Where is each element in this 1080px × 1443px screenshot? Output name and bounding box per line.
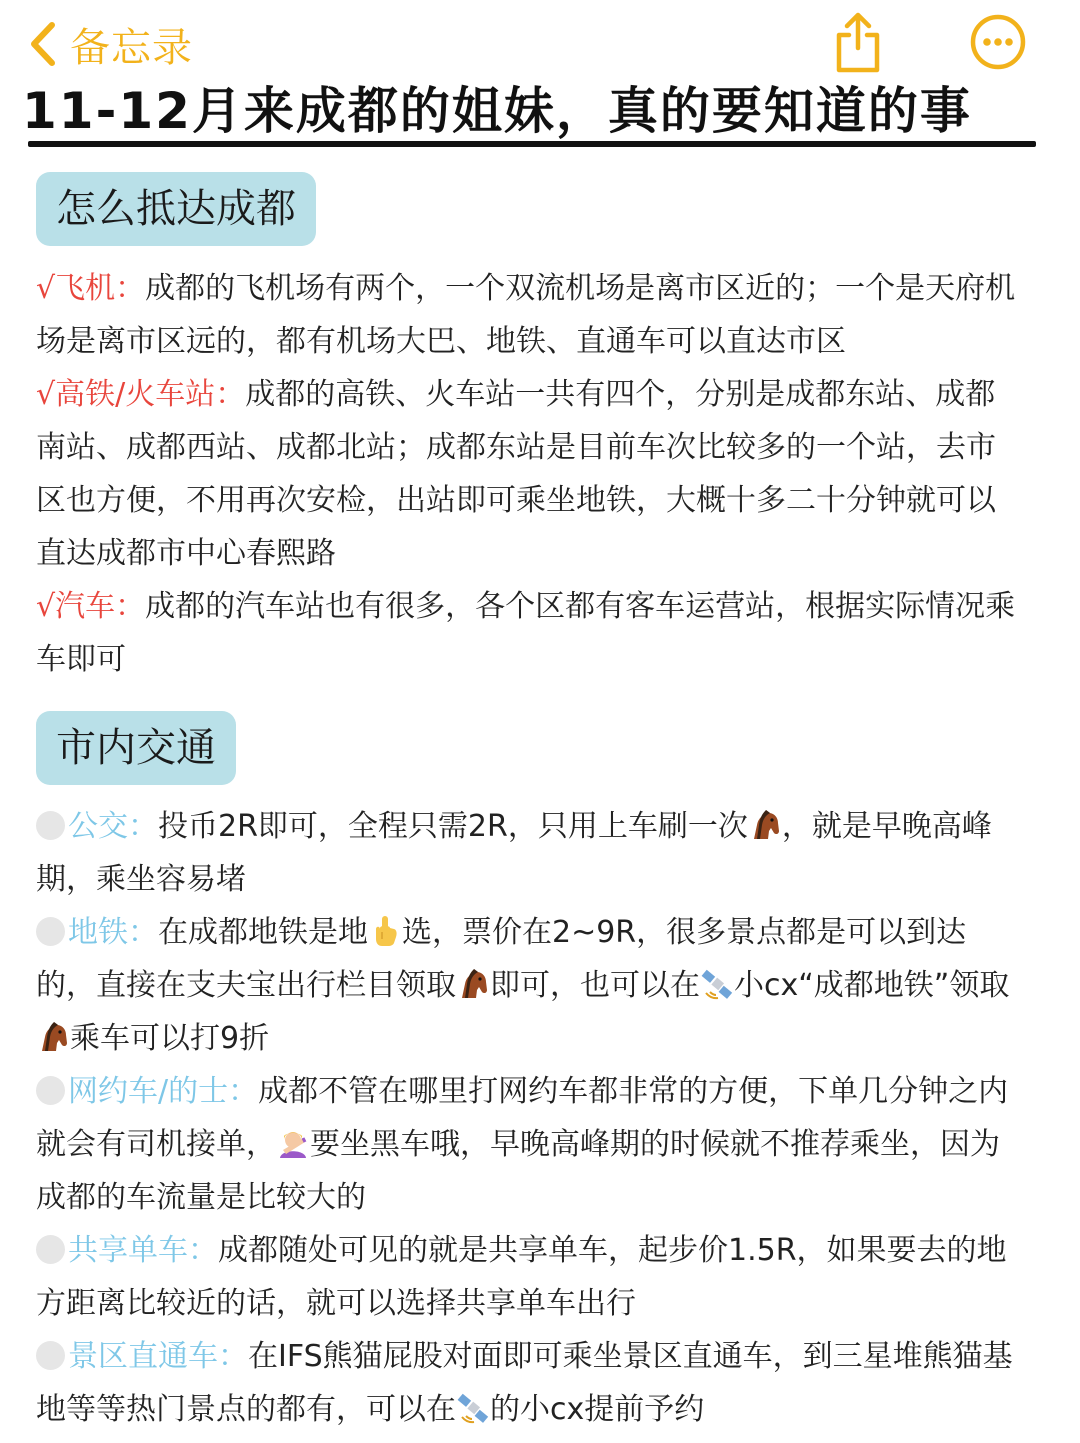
- item-text: ，就是早晚高峰期，乘坐容易堵: [36, 809, 992, 897]
- item-text: 选，票价在2~9R，很多景点都是可以到达的，直接在支夫宝出行栏目领取: [36, 915, 967, 1003]
- share-button[interactable]: [826, 8, 890, 76]
- bullet-dot-icon: [36, 1076, 65, 1105]
- item-label: √飞机：: [36, 271, 146, 306]
- transit-section: [36, 800, 1021, 1436]
- list-item: [36, 1065, 1021, 1224]
- bullet-dot-icon: [36, 1341, 65, 1370]
- pointing-hand-icon: [369, 915, 401, 947]
- item-text: 成都的飞机场有两个，一个双流机场是离市区近的；一个是天府机场是离市区远的，都有机场大巴、地铁、直通车可以直达市区: [36, 271, 1016, 359]
- list-item: [36, 368, 1021, 580]
- more-button[interactable]: [966, 8, 1030, 76]
- horse-icon: [749, 809, 781, 841]
- list-item: [36, 906, 1021, 1065]
- item-text: 成都随处可见的就是共享单车，起步价1.5R，如果要去的地方距离比较近的话，就可以选择共享单车出行: [36, 1233, 1007, 1321]
- item-text: 即可，也可以在: [490, 968, 700, 1003]
- item-label: 共享单车：: [68, 1233, 218, 1268]
- item-label: √汽车：: [36, 589, 146, 624]
- item-text: 小cx“成都地铁”领取: [734, 968, 1010, 1003]
- item-label: 地铁：: [68, 915, 158, 950]
- item-label: 公交：: [68, 809, 158, 844]
- note-title: 11-12月来成都的姐妹，真的要知道的事: [22, 82, 972, 140]
- item-text: 的小cx提前予约: [490, 1392, 705, 1427]
- item-text: 在IFS熊猫屁股对面即可乘坐景区直通车，到三星堆熊猫基地等等热门景点的都有，可以在: [36, 1339, 1013, 1427]
- item-label: 网约车/的士：: [68, 1074, 259, 1109]
- nav-bar: [0, 0, 1080, 84]
- item-text: 成都不管在哪里打网约车都非常的方便，下单几分钟之内就会有司机接单，: [36, 1074, 1009, 1162]
- item-text: 成都的高铁、火车站一共有四个，分别是成都东站、成都南站、成都西站、成都北站；成都东站是目前车次比较多的一个站，去市区也方便，不用再次安检，出站即可乘坐地铁，大概十多二十分钟就可以直达成都市中心春熙路: [36, 377, 996, 571]
- horse-icon: [37, 1021, 69, 1053]
- chevron-left-icon: [28, 21, 58, 67]
- bullet-dot-icon: [36, 1235, 65, 1264]
- title-underline: [28, 141, 1036, 147]
- item-text: 投币2R即可，全程只需2R，只用上车刷一次: [158, 809, 748, 844]
- back-label: 备忘录: [70, 24, 193, 71]
- item-text: 乘车可以打9折: [70, 1021, 270, 1056]
- share-icon: [831, 10, 885, 74]
- list-item: [36, 580, 1021, 686]
- item-text: 成都的汽车站也有很多，各个区都有客车运营站，根据实际情况乘车即可: [36, 589, 1016, 677]
- satellite-icon: [701, 968, 733, 1000]
- item-label: √高铁/火车站：: [36, 377, 246, 412]
- satellite-icon: [457, 1392, 489, 1424]
- list-item: [36, 1330, 1021, 1436]
- list-item: [36, 800, 1021, 906]
- horse-icon: [457, 968, 489, 1000]
- back-button[interactable]: [28, 14, 193, 74]
- list-item: [36, 1224, 1021, 1330]
- more-icon: [968, 12, 1028, 72]
- section-heading-arrive: 怎么抵达成都: [36, 172, 316, 246]
- item-text: 在成都地铁是地: [158, 915, 368, 950]
- bullet-dot-icon: [36, 811, 65, 840]
- bullet-dot-icon: [36, 917, 65, 946]
- arrive-section: [36, 262, 1021, 686]
- item-text: 要坐黑车哦，早晚高峰期的时候就不推荐乘坐，因为成都的车流量是比较大的: [36, 1127, 1000, 1215]
- section-heading-transit: 市内交通: [36, 711, 236, 785]
- item-label: 景区直通车：: [68, 1339, 248, 1374]
- list-item: [36, 262, 1021, 368]
- facepalm-icon: [277, 1127, 309, 1159]
